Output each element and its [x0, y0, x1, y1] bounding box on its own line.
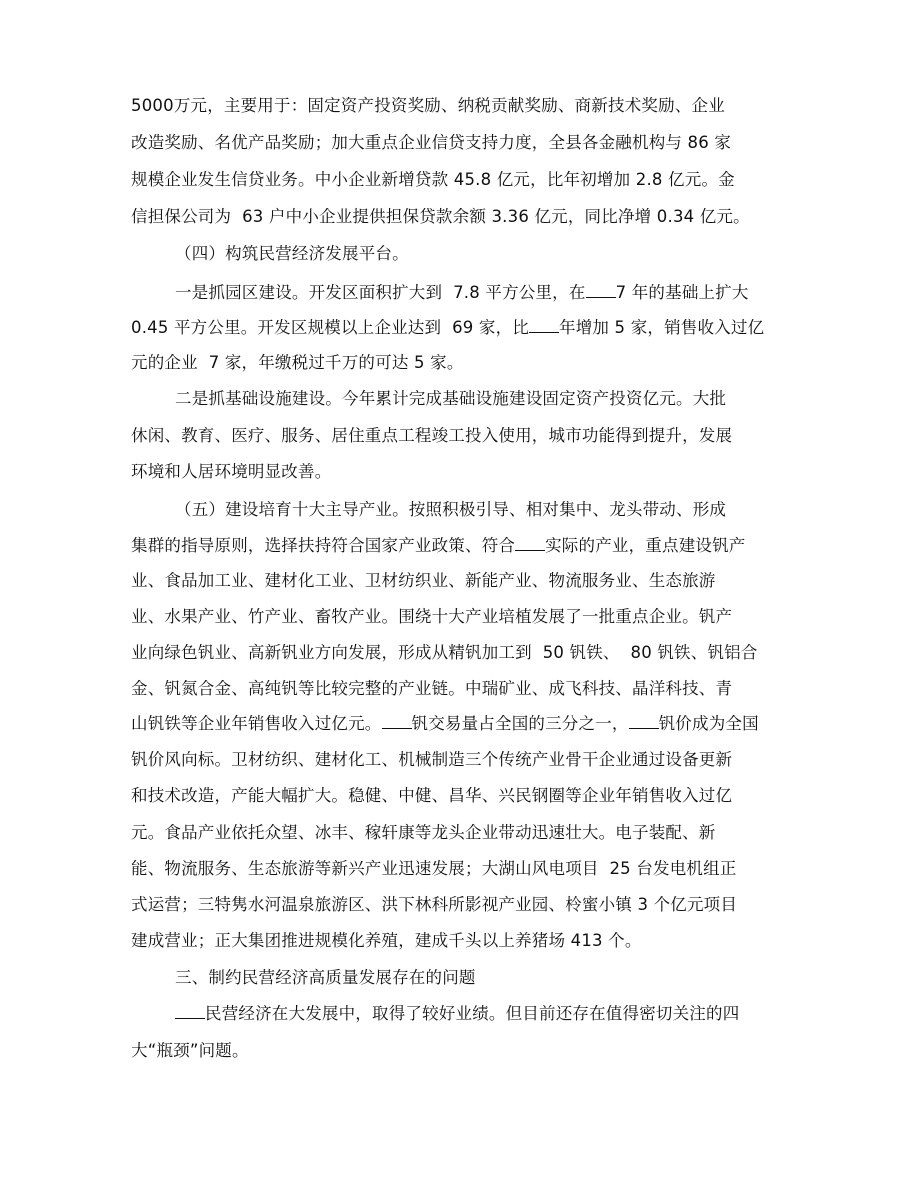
text-line: 建成营业；正大集团推进规模化养殖，建成千头以上养猪场 413 个。: [131, 931, 642, 950]
text-line: 一是抓园区建设。开发区面积扩大到 7.8 平方公里，在 7 年的基础上扩大: [175, 283, 749, 302]
text-line: 业、食品加工业、建材化工业、卫材纺织业、新能产业、物流服务业、生态旅游: [131, 571, 716, 590]
text-line: 环境和人居环境明显改善。: [131, 462, 332, 481]
text-line: 式运营；三特隽水河温泉旅游区、洪下林科所影视产业园、柃蜜小镇 3 个亿元项目: [131, 895, 738, 914]
text-line: 钒价风向标。卫材纺织、建材化工、机械制造三个传统产业骨干企业通过设备更新: [131, 750, 733, 769]
blank-underline: [586, 283, 616, 298]
text-line: （五）建设培育十大主导产业。按照积极引导、相对集中、龙头带动、形成: [175, 500, 727, 519]
text-line: 5000万元，主要用于：固定资产投资奖励、纳税贡献奖励、商新技术奖励、企业: [131, 96, 725, 115]
text-line: 元的企业 7 家，年缴税过千万的可达 5 家。: [131, 353, 464, 372]
blank-underline: [382, 714, 412, 729]
section-heading: （四）构筑民营经济发展平台。: [175, 244, 409, 263]
text-line: 规模企业发生信贷业务。中小企业新增贷款 45.8 亿元，比年初增加 2.8 亿元。金: [131, 170, 735, 189]
text-line: 大“瓶颈”问题。: [131, 1041, 249, 1060]
section-heading: 三、制约民营经济高质量发展存在的问题: [175, 968, 476, 987]
text-line: 金、钒氮合金、高纯钒等比较完整的产业链。中瑞矿业、成飞科技、晶洋科技、青: [131, 679, 733, 698]
text-line: 信担保公司为 63 户中小企业提供担保贷款余额 3.36 亿元，同比净增 0.34 亿元。: [131, 207, 750, 226]
text-line: 休闲、教育、医疗、服务、居住重点工程竣工投入使用，城市功能得到提升，发展: [131, 426, 733, 445]
blank-underline: [515, 536, 545, 551]
text-line: 集群的指导原则，选择扶持符合国家产业政策、符合 实际的产业，重点建设钒产: [131, 536, 746, 555]
text-line: 改造奖励、名优产品奖励；加大重点企业信贷支持力度，全县各金融机构与 86 家: [131, 133, 732, 152]
text-line: 元。食品产业依托众望、冰丰、稼轩康等龙头企业带动迅速壮大。电子装配、新: [131, 823, 716, 842]
text-line: 能、物流服务、生态旅游等新兴产业迅速发展；大湖山风电项目 25 台发电机组正: [131, 859, 737, 878]
text-line: 业、水果产业、竹产业、畜牧产业。围绕十大产业培植发展了一批重点企业。钒产: [131, 607, 733, 626]
blank-underline: [175, 1004, 205, 1019]
blank-underline: [529, 318, 559, 333]
text-line: 山钒铁等企业年销售收入过亿元。 钒交易量占全国的三分之一， 钒价成为全国: [131, 714, 759, 733]
text-line: 业向绿色钒业、高新钒业方向发展，形成从精钒加工到 50 钒铁、 80 钒铁、钒铝合: [131, 643, 758, 662]
text-line: 0.45 平方公里。开发区规模以上企业达到 69 家，比 年增加 5 家，销售收入过亿: [131, 318, 765, 337]
blank-underline: [629, 714, 659, 729]
text-line: 民营经济在大发展中，取得了较好业绩。但目前还存在值得密切关注的四: [175, 1004, 739, 1024]
text-line: 二是抓基础设施建设。今年累计完成基础设施建设固定资产投资亿元。大批: [175, 389, 727, 408]
text-line: 和技术改造，产能大幅扩大。稳健、中健、昌华、兴民钢圈等企业年销售收入过亿: [131, 786, 733, 805]
